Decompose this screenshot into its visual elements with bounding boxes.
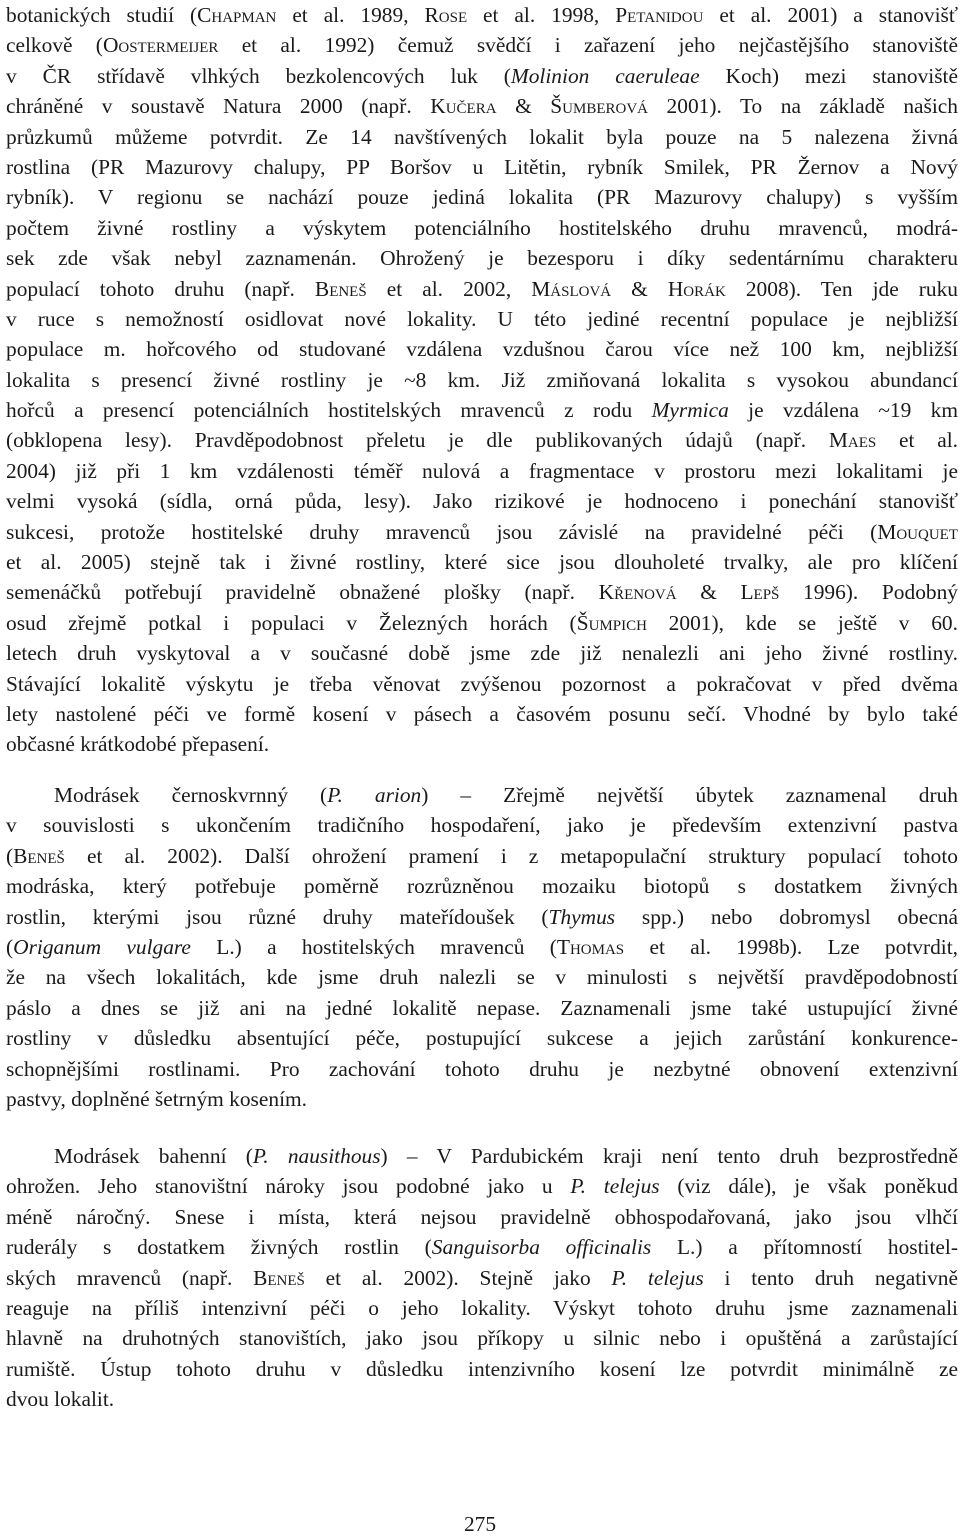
- author-citation: Beneš: [314, 276, 367, 301]
- text-line: [6, 304, 958, 334]
- text-line: [6, 0, 958, 30]
- author-citation: Beneš: [253, 1265, 305, 1290]
- text-line: [6, 810, 958, 840]
- text-run: je vzdálena ~19 km: [728, 398, 958, 423]
- text-run: Stávající lokalitě výskytu je třeba věnovat zvýšenou pozornost a pokračovat v před dvěma: [6, 671, 958, 696]
- text-line: [6, 902, 958, 932]
- text-run: hořců a presencí potenciálních hostitelských mravenců z rodu: [6, 398, 652, 423]
- text-run: občasné krátkodobé přepasení.: [6, 732, 270, 757]
- text-run: botanických studií (: [6, 3, 198, 27]
- text-run: páslo a dnes se již ani na jedné lokalitě nepase. Zaznamenali jsme také ustupující živné: [6, 995, 958, 1020]
- text-run: ) – Zřejmě největší úbytek zaznamenal druh: [421, 783, 958, 807]
- text-run: (: [6, 934, 14, 959]
- text-run: hlavně na druhotných stanovištích, jako jsou příkopy u silnic nebo i opuštěná a zarůstající: [6, 1326, 958, 1351]
- text-line: [6, 608, 958, 638]
- text-run: Koch) mezi stanoviště: [699, 63, 958, 88]
- text-line: [6, 1171, 958, 1201]
- text-line: [6, 993, 958, 1023]
- text-line: [6, 30, 958, 60]
- text-run: dvou lokalit.: [6, 1387, 115, 1412]
- text-line: [6, 1384, 958, 1414]
- text-line: [6, 517, 958, 547]
- text-line: [6, 122, 958, 152]
- text-run: et al. 2002,: [366, 276, 532, 301]
- text-line: [6, 871, 958, 901]
- text-run: lety nastolené péči ve formě kosení v pásech a časovém posunu sečí. Vhodné by bylo také: [6, 701, 958, 726]
- text-run: Modrásek bahenní (: [54, 1144, 253, 1168]
- text-run: sek zde však nebyl zaznamenán. Ohrožený je bezesporu i díky sedentárnímu charakteru: [6, 246, 958, 271]
- author-citation: Oostermeijer: [102, 33, 219, 58]
- text-run: že na všech lokalitách, kde jsme druh nalezli se v minulosti s největší pravděpodobností: [6, 965, 958, 990]
- text-run: v ruce s nemožností osidlovat nové lokality. U této jediné recentní populace je nejbližší: [6, 306, 958, 331]
- text-line: [6, 638, 958, 668]
- text-line: [6, 669, 958, 699]
- latin-name: P. arion: [327, 783, 422, 807]
- text-line: [6, 1354, 958, 1384]
- author-citation: Šumpich: [576, 610, 647, 635]
- text-run: et al.: [876, 428, 958, 453]
- text-line: [6, 1263, 958, 1293]
- text-run: počtem živné rostliny a výskytem potenciálního hostitelského druhu mravenců, modrá-: [6, 215, 958, 240]
- text-run: osud zřejmě potkal i populaci v Železných horách (: [6, 610, 577, 635]
- text-line: [6, 152, 958, 182]
- text-run: schopnějšími rostlinami. Pro zachování tohoto druhu je nezbytné obnovení extenzivní: [6, 1056, 958, 1081]
- text-run: i tento druh negativně: [703, 1265, 958, 1290]
- text-run: et al. 2002). Stejně jako: [304, 1265, 612, 1290]
- latin-name: P. telejus: [611, 1265, 704, 1290]
- text-run: Modrásek černoskvrnný (: [54, 783, 328, 807]
- text-run: modráska, který potřebuje poměrně rozrůzněnou mozaiku biotopů s dostatkem živných: [6, 874, 958, 899]
- text-run: pastvy, doplněné šetrným kosením.: [6, 1086, 308, 1111]
- text-run: (: [6, 843, 14, 868]
- text-line: [6, 547, 958, 577]
- text-run: letech druh vyskytoval a v současné době jsme zde již nenalezli ani jeho živné rostliny.: [6, 641, 958, 666]
- text-line: [6, 729, 958, 759]
- text-line: [6, 334, 958, 364]
- paragraph-large-blue: [6, 780, 958, 1114]
- text-line: [6, 395, 958, 425]
- text-run: et al. 2001) a stanovišť: [703, 3, 958, 27]
- text-line: [6, 243, 958, 273]
- text-run: rumiště. Ústup tohoto druhu v důsledku intenzivního kosení lze potvrdit minimálně ze: [6, 1356, 958, 1381]
- text-run: (obklopena lesy). Pravděpodobnost přeletu je dle publikovaných údajů (např.: [6, 428, 829, 453]
- text-run: et al. 1998b). Lze potvrdit,: [624, 934, 959, 959]
- text-run: ohrožen. Jeho stanovištní nároky jsou podobné jako u: [6, 1174, 571, 1199]
- text-run: celkově (: [6, 33, 103, 58]
- text-line: [6, 182, 958, 212]
- text-run: chráněné v soustavě Natura 2000 (např.: [6, 94, 431, 119]
- text-run: ských mravenců (např.: [6, 1265, 254, 1290]
- author-citation: Thomas: [556, 934, 625, 959]
- text-run: méně náročný. Snese i místa, která nejsou pravidelně obhospodařovaná, jako jsou vlhčí: [6, 1204, 958, 1229]
- author-citation: Petanidou: [615, 3, 704, 27]
- text-run: 2001). To na základě našich: [648, 94, 959, 119]
- text-line: [6, 577, 958, 607]
- text-run: sukcesi, protože hostitelské druhy mravenců jsou závislé na pravidelné péči (: [6, 519, 878, 544]
- text-run: et al. 1992) čemuž svědčí i zařazení jeho nejčastějšího stanoviště: [218, 33, 958, 58]
- text-run: průzkumů můžeme potvrdit. Ze 14 navštívených lokalit byla pouze na 5 nalezena živná: [6, 124, 958, 149]
- text-line: [6, 91, 958, 121]
- text-run: et al. 1989,: [276, 3, 425, 27]
- text-run: 2004) již při 1 km vzdálenosti téměř nulová a fragmentace v prostoru mezi lokalitami je: [6, 458, 958, 483]
- text-line: [6, 486, 958, 516]
- text-run: lokalita s presencí živné rostliny je ~8 km. Již zmiňovaná lokalita s vysokou abundancí: [6, 367, 958, 392]
- latin-name: Molinion caeruleae: [510, 63, 700, 88]
- text-line: [6, 365, 958, 395]
- text-run: semenáčků potřebují pravidelně obnažené plošky (např.: [6, 580, 599, 605]
- text-run: v ČR střídavě vlhkých bezkolencových luk (: [6, 63, 511, 88]
- author-citation: Chapman: [197, 3, 277, 27]
- text-line: [6, 841, 958, 871]
- latin-name: Myrmica: [651, 398, 729, 423]
- author-citation: Maes: [828, 428, 877, 453]
- latin-name: Origanum vulgare: [13, 934, 191, 959]
- text-run: rostlina (PR Mazurovy chalupy, PP Boršov u Litětin, rybník Smilek, PR Žernov a Nový: [6, 154, 958, 179]
- text-run: 2008). Ten jde ruku: [725, 276, 958, 301]
- paragraph-dusky-large-blue: [6, 1141, 958, 1415]
- text-line: [6, 425, 958, 455]
- text-line: [6, 962, 958, 992]
- text-run: populací tohoto druhu (např.: [6, 276, 315, 301]
- text-run: 2001), kde se ještě v 60.: [646, 610, 958, 635]
- author-citation: Rose: [424, 3, 468, 27]
- page-number: 275: [463, 1512, 497, 1536]
- text-run: 1996). Podobný: [779, 580, 958, 605]
- text-line: [6, 1141, 958, 1171]
- author-citation: Křenová & Lepš: [598, 580, 780, 605]
- text-line: [6, 456, 958, 486]
- author-citation: Máslová & Horák: [531, 276, 726, 301]
- latin-name: P. nausithous: [252, 1144, 381, 1168]
- text-run: spp.) nebo dobromysl obecná: [615, 904, 958, 929]
- author-citation: Kučera & Šumberová: [430, 94, 649, 119]
- latin-name: Thymus: [548, 904, 616, 929]
- text-line: [6, 1323, 958, 1353]
- text-line: [6, 1202, 958, 1232]
- latin-name: Sanguisorba officinalis: [431, 1235, 652, 1260]
- text-run: ruderály s dostatkem živných rostlin (: [6, 1235, 432, 1260]
- author-citation: Beneš: [13, 843, 65, 868]
- text-run: rostliny v důsledku absentující péče, postupující sukcese a jejich zarůstání konkurence-: [6, 1026, 958, 1051]
- text-run: v souvislosti s ukončením tradičního hospodaření, jako je především extenzivní pastva: [6, 813, 958, 838]
- text-line: [6, 1232, 958, 1262]
- author-citation: Mouquet: [877, 519, 958, 544]
- paragraph-gentian-blue: [6, 0, 958, 760]
- text-run: et al. 2005) stejně tak i živné rostliny, které sice jsou dlouholeté trvalky, ale pro klíčení: [6, 550, 958, 575]
- text-run: rybník). V regionu se nachází pouze jediná lokalita (PR Mazurovy chalupy) s vyšším: [6, 185, 958, 210]
- text-line: [6, 699, 958, 729]
- text-run: velmi vysoká (sídla, orná půda, lesy). Jako rizikové je hodnoceno i ponechání stanovišť: [6, 489, 958, 514]
- text-line: [6, 932, 958, 962]
- text-line: [6, 780, 958, 810]
- text-run: (viz dále), je však poněkud: [659, 1174, 959, 1199]
- text-run: rostlin, kterými jsou různé druhy mateřídoušek (: [6, 904, 549, 929]
- text-line: [6, 1054, 958, 1084]
- text-run: L.) a hostitelských mravenců (: [190, 934, 557, 959]
- text-run: et al. 1998,: [467, 3, 616, 27]
- text-line: [6, 1023, 958, 1053]
- latin-name: P. telejus: [570, 1174, 660, 1199]
- text-run: populace m. hořcového od studované vzdálena vzdušnou čarou více než 100 km, nejbližší: [6, 337, 958, 362]
- text-run: L.) a přítomností hostitel-: [651, 1235, 958, 1260]
- text-line: [6, 1084, 958, 1114]
- text-line: [6, 274, 958, 304]
- text-run: reaguje na příliš intenzivní péči o jeho lokality. Výskyt tohoto druhu jsme zaznamenali: [6, 1295, 958, 1320]
- text-run: ) – V Pardubickém kraji není tento druh bezprostředně: [380, 1144, 958, 1168]
- text-run: et al. 2002). Další ohrožení pramení i z metapopulační struktury populací tohoto: [64, 843, 958, 868]
- text-line: [6, 213, 958, 243]
- text-line: [6, 61, 958, 91]
- text-line: [6, 1293, 958, 1323]
